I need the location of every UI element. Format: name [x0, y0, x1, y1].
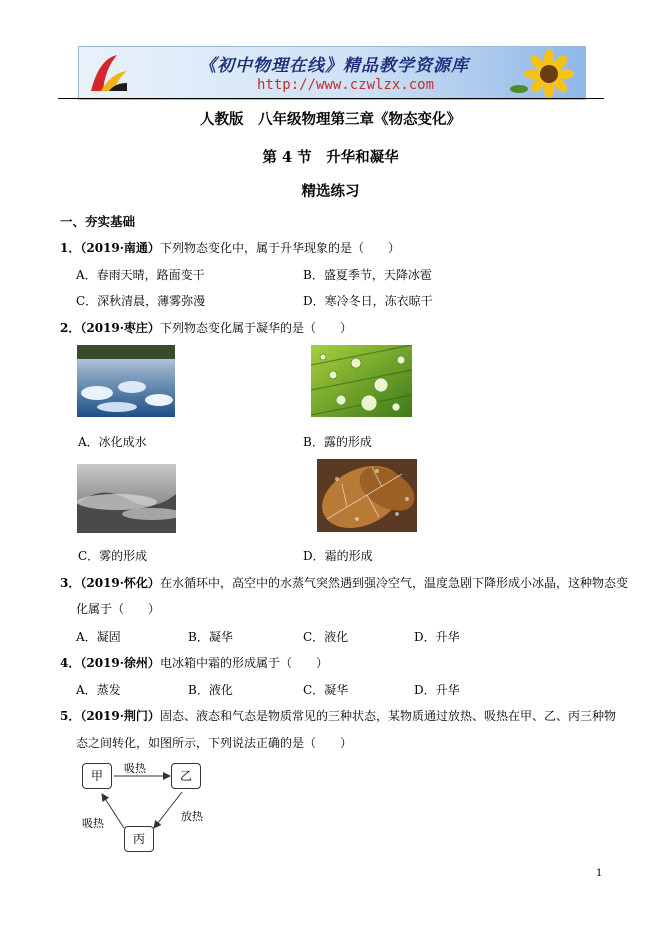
- label-right-release-heat: 放热: [181, 810, 203, 823]
- sunflower-icon: [509, 49, 579, 99]
- q3-option-c: C．液化: [303, 630, 349, 644]
- frost-on-leaf-photo: [317, 459, 417, 532]
- q3-option-d: D．升华: [414, 630, 460, 644]
- q1-option-a: A．春雨天晴，路面变干: [76, 268, 205, 282]
- header-banner: [78, 46, 586, 100]
- q3-option-a: A．凝固: [76, 630, 121, 644]
- question-3-line2: 化属于（ ）: [76, 602, 161, 616]
- question-source: （2019·怀化）: [80, 576, 160, 590]
- section-title: 第 4 节 升华和凝华: [262, 149, 399, 166]
- dew-on-leaf-photo: [311, 345, 412, 417]
- question-source: （2019·徐州）: [80, 656, 160, 670]
- q4-option-c: C．凝华: [303, 683, 349, 697]
- logo-icon: [87, 51, 131, 95]
- question-5: 5．（2019·荆门）固态、液态和气态是物质常见的三种状态，某物质通过放热、吸热在甲、乙、丙三种物: [60, 709, 616, 723]
- q4-option-a: A．蒸发: [76, 683, 121, 697]
- state-jia: 甲: [82, 763, 112, 789]
- label-left-absorb-heat: 吸热: [82, 817, 104, 830]
- question-5-line2: 态之间转化，如图所示，下列说法正确的是（ ）: [76, 736, 353, 750]
- q2-option-a: A．冰化成水: [78, 435, 147, 449]
- question-source: （2019·枣庄）: [80, 321, 160, 335]
- label-top-absorb-heat: 吸热: [124, 762, 146, 775]
- q2-option-c: C．雾的形成: [78, 549, 148, 563]
- document-title: 人教版 八年级物理第三章《物态变化》: [200, 111, 461, 128]
- question-2: 2．（2019·枣庄）下列物态变化属于凝华的是（ ）: [60, 321, 352, 335]
- arrow-bing-to-jia: [102, 794, 124, 828]
- q1-option-c: C．深秋清晨，薄雾弥漫: [76, 294, 206, 308]
- question-source: （2019·荆门）: [80, 709, 160, 723]
- section-heading: 一、夯实基础: [60, 214, 136, 229]
- q4-option-b: B．液化: [188, 683, 233, 697]
- banner-title: 《初中物理在线》精品教学资源库: [199, 56, 469, 76]
- state-bing: 丙: [124, 826, 154, 852]
- fog-photo: [77, 464, 176, 533]
- question-4: 4．（2019·徐州）电冰箱中霜的形成属于（ ）: [60, 656, 328, 670]
- q2-option-d: D．霜的形成: [303, 549, 373, 563]
- ice-melting-photo: [77, 345, 175, 417]
- q3-option-b: B．凝华: [188, 630, 233, 644]
- banner-url[interactable]: http://www.czwlzx.com: [257, 77, 435, 93]
- q4-option-d: D．升华: [414, 683, 460, 697]
- arrow-yi-to-bing: [154, 792, 182, 828]
- header-rule: [58, 98, 604, 99]
- exercise-subtitle: 精选练习: [301, 183, 360, 200]
- q2-option-b: B．露的形成: [303, 435, 372, 449]
- question-source: （2019·南通）: [80, 241, 160, 255]
- q1-option-d: D．寒冷冬日，冻衣晾干: [303, 294, 433, 308]
- q1-option-b: B．盛夏季节，天降冰雹: [303, 268, 432, 282]
- question-1: 1．（2019·南通）下列物态变化中，属于升华现象的是（ ）: [60, 241, 400, 255]
- question-3: 3．（2019·怀化）在水循环中，高空中的水蒸气突然遇到强冷空气，温度急剧下降形成小冰晶，这种物态变: [60, 576, 628, 590]
- page-number: 1: [596, 868, 603, 879]
- state-yi: 乙: [171, 763, 201, 789]
